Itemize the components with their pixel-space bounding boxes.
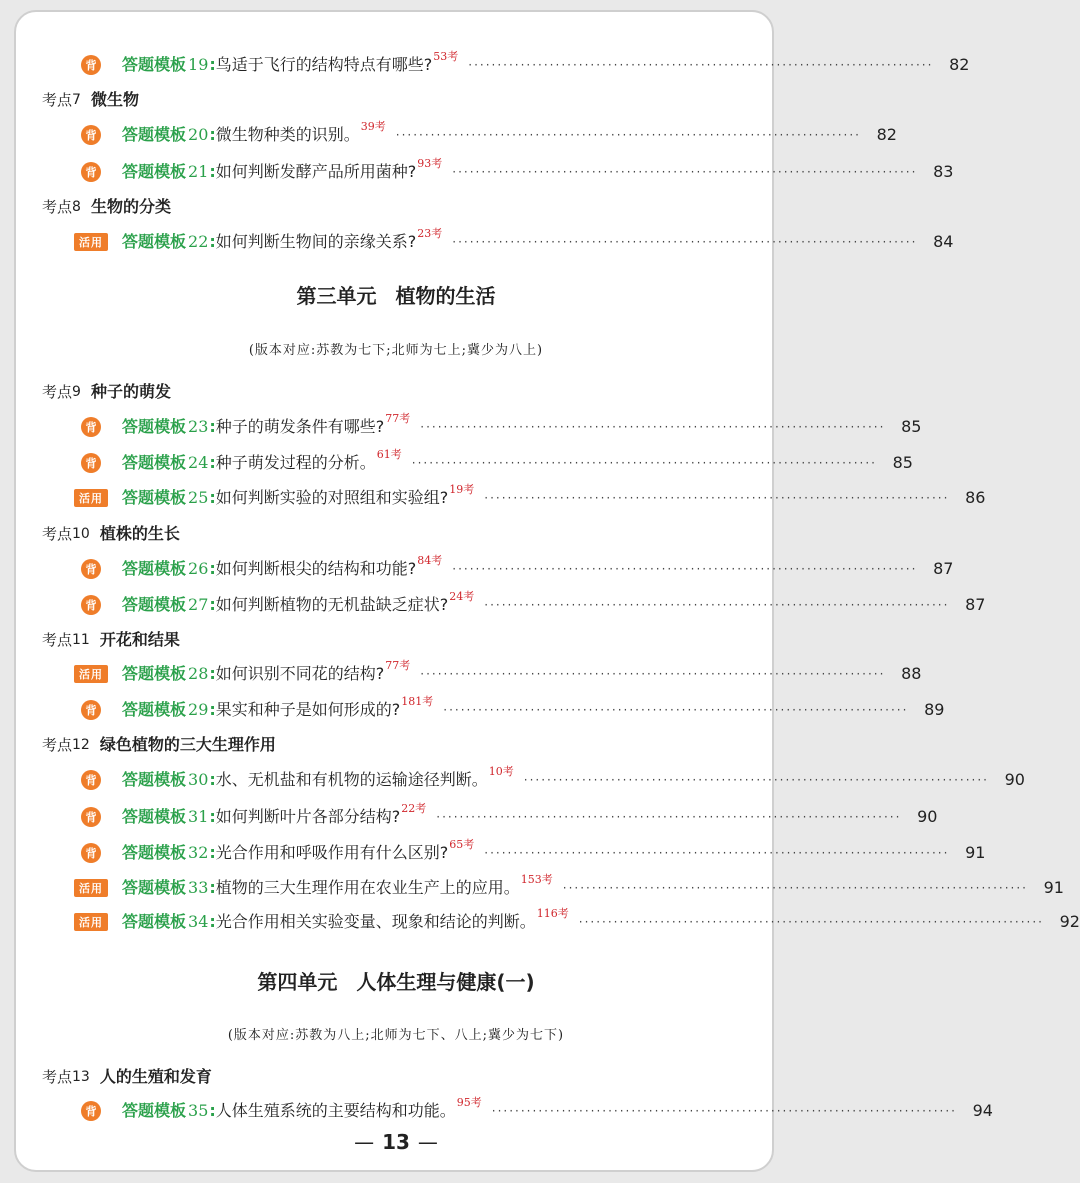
toc-entry-24[interactable] xyxy=(16,446,913,480)
exam-count: 65考 xyxy=(449,837,475,851)
memorize-badge: 背 xyxy=(81,1101,101,1121)
colon-separator: : xyxy=(209,559,216,578)
leader-dots: ················································································ xyxy=(420,420,886,434)
apply-badge: 活用 xyxy=(74,233,108,251)
template-number: 34 xyxy=(188,912,209,931)
badge-slot xyxy=(60,489,122,507)
badge-slot xyxy=(60,55,122,75)
template-question: 水、无机盐和有机物的运输途径判断。 xyxy=(215,770,488,789)
colon-separator: : xyxy=(209,232,216,251)
memorize-badge: 背 xyxy=(81,807,101,827)
exam-count: 77考 xyxy=(385,658,411,672)
template-question: 果实和种子是如何形成的? xyxy=(215,700,401,719)
topic-name: 植株的生长 xyxy=(99,524,180,543)
unit-title: 第四单元 人体生理与健康(一) xyxy=(257,970,535,994)
colon-separator: : xyxy=(209,912,216,931)
exam-count: 23考 xyxy=(417,226,443,240)
template-question: 如何判断植物的无机盐缺乏症状? xyxy=(215,595,449,614)
leader-dots: ················································································ xyxy=(578,915,1044,929)
badge-slot xyxy=(60,843,122,863)
exam-count: 77考 xyxy=(385,411,411,425)
badge-slot xyxy=(60,807,122,827)
template-label: 答题模板 xyxy=(122,595,187,614)
unit-title: 第三单元 植物的生活 xyxy=(296,284,496,308)
version-note: (版本对应:苏教为八上;北师为七下、八上;冀少为七下) xyxy=(227,1028,565,1043)
topic-heading-7 xyxy=(42,83,802,117)
template-number: 35 xyxy=(188,1101,209,1120)
topic-prefix: 考点 xyxy=(42,197,73,216)
template-question: 如何识别不同花的结构? xyxy=(215,664,385,683)
topic-number: 7 xyxy=(72,92,81,108)
template-label: 答题模板 xyxy=(122,770,187,789)
page-footer xyxy=(16,1130,776,1154)
template-question: 鸟适于飞行的结构特点有哪些? xyxy=(215,55,433,74)
template-number: 21 xyxy=(188,162,209,181)
memorize-badge: 背 xyxy=(81,559,101,579)
badge-slot xyxy=(60,233,122,251)
badge-slot xyxy=(60,1101,122,1121)
template-label: 答题模板 xyxy=(122,664,187,683)
page-number: 85 xyxy=(901,417,922,436)
colon-separator: : xyxy=(209,55,216,74)
topic-name: 生物的分类 xyxy=(90,197,171,216)
exam-count: 22考 xyxy=(401,801,427,815)
memorize-badge: 背 xyxy=(81,700,101,720)
toc-entry-30[interactable] xyxy=(16,763,1025,797)
exam-count: 39考 xyxy=(360,119,386,133)
leader-dots: ················································································ xyxy=(443,703,909,717)
topic-name: 人的生殖和发育 xyxy=(99,1067,212,1086)
leader-dots: ················································································ xyxy=(395,128,861,142)
badge-slot xyxy=(60,595,122,615)
template-question: 如何判断发酵产品所用菌种? xyxy=(215,162,417,181)
leader-dots: ················································································ xyxy=(484,846,950,860)
badge-slot xyxy=(60,453,122,473)
leader-dots: ················································································ xyxy=(468,58,934,72)
badge-slot xyxy=(60,770,122,790)
template-number: 25 xyxy=(188,488,209,507)
version-note: (版本对应:苏教为七下;北师为七上;冀少为八上) xyxy=(248,343,544,358)
leader-dots: ················································································ xyxy=(436,810,902,824)
toc-entry-23[interactable] xyxy=(16,410,922,444)
topic-heading-9 xyxy=(42,375,802,409)
topic-prefix: 考点 xyxy=(42,1067,73,1086)
page-number: 90 xyxy=(917,807,938,826)
template-number: 27 xyxy=(188,595,209,614)
colon-separator: : xyxy=(209,700,216,719)
topic-prefix: 考点 xyxy=(42,382,73,401)
template-label: 答题模板 xyxy=(122,453,187,472)
template-number: 24 xyxy=(188,453,209,472)
page-number: 94 xyxy=(972,1101,993,1120)
leader-dots: ················································································ xyxy=(452,235,918,249)
colon-separator: : xyxy=(209,664,216,683)
badge-slot xyxy=(60,125,122,145)
apply-badge: 活用 xyxy=(74,665,108,683)
badge-slot xyxy=(60,559,122,579)
footer-dash-left: — xyxy=(354,1130,375,1154)
colon-separator: : xyxy=(209,843,216,862)
badge-slot xyxy=(60,417,122,437)
toc-entry-19[interactable] xyxy=(16,48,970,82)
template-number: 19 xyxy=(188,55,209,74)
colon-separator: : xyxy=(209,417,216,436)
template-number: 22 xyxy=(188,232,209,251)
template-number: 33 xyxy=(188,878,209,897)
topic-number: 12 xyxy=(72,737,90,753)
template-number: 29 xyxy=(188,700,209,719)
topic-heading-10 xyxy=(42,517,802,551)
colon-separator: : xyxy=(209,595,216,614)
apply-badge: 活用 xyxy=(74,489,108,507)
memorize-badge: 背 xyxy=(81,595,101,615)
exam-count: 95考 xyxy=(456,1095,482,1109)
template-label: 答题模板 xyxy=(122,488,187,507)
leader-dots: ················································································ xyxy=(491,1104,957,1118)
template-label: 答题模板 xyxy=(122,125,187,144)
template-question: 人体生殖系统的主要结构和功能。 xyxy=(215,1101,456,1120)
toc-entry-34[interactable] xyxy=(16,905,1080,939)
template-question: 种子萌发过程的分析。 xyxy=(215,453,376,472)
toc-entry-32[interactable] xyxy=(16,836,986,870)
template-question: 种子的萌发条件有哪些? xyxy=(215,417,385,436)
memorize-badge: 背 xyxy=(81,453,101,473)
footer-page-number: 13 xyxy=(382,1130,410,1154)
toc-entry-20[interactable] xyxy=(16,118,897,152)
topic-name: 微生物 xyxy=(90,90,139,109)
colon-separator: : xyxy=(209,453,216,472)
template-question: 光合作用相关实验变量、现象和结论的判断。 xyxy=(215,912,536,931)
page-number: 91 xyxy=(965,843,986,862)
topic-prefix: 考点 xyxy=(42,90,73,109)
exam-count: 19考 xyxy=(449,482,475,496)
toc-entry-26[interactable] xyxy=(16,552,954,586)
page-number: 83 xyxy=(933,162,954,181)
toc-page xyxy=(14,10,1080,1172)
toc-entry-28[interactable] xyxy=(16,657,922,691)
exam-count: 10考 xyxy=(488,764,514,778)
template-label: 答题模板 xyxy=(122,1101,187,1120)
memorize-badge: 背 xyxy=(81,55,101,75)
page-number: 82 xyxy=(949,55,970,74)
leader-dots: ················································································ xyxy=(484,491,950,505)
page-number: 82 xyxy=(876,125,897,144)
exam-count: 53考 xyxy=(433,49,459,63)
badge-slot xyxy=(60,700,122,720)
topic-prefix: 考点 xyxy=(42,735,73,754)
colon-separator: : xyxy=(209,488,216,507)
memorize-badge: 背 xyxy=(81,417,101,437)
template-question: 如何判断生物间的亲缘关系? xyxy=(215,232,417,251)
topic-number: 9 xyxy=(72,384,81,400)
toc-entry-29[interactable] xyxy=(16,693,945,727)
page-number: 89 xyxy=(924,700,945,719)
colon-separator: : xyxy=(209,125,216,144)
template-number: 26 xyxy=(188,559,209,578)
exam-count: 84考 xyxy=(417,553,443,567)
leader-dots: ················································································ xyxy=(420,667,886,681)
exam-count: 153考 xyxy=(520,872,553,886)
exam-count: 93考 xyxy=(417,156,443,170)
leader-dots: ················································································ xyxy=(562,881,1028,895)
toc-entry-25[interactable] xyxy=(16,481,986,515)
template-number: 23 xyxy=(188,417,209,436)
leader-dots: ················································································ xyxy=(452,165,918,179)
topic-heading-12 xyxy=(42,728,802,762)
leader-dots: ················································································ xyxy=(452,562,918,576)
colon-separator: : xyxy=(209,878,216,897)
topic-name: 绿色植物的三大生理作用 xyxy=(99,735,276,754)
template-question: 植物的三大生理作用在农业生产上的应用。 xyxy=(215,878,520,897)
page-number: 88 xyxy=(901,664,922,683)
template-label: 答题模板 xyxy=(122,878,187,897)
template-question: 如何判断叶片各部分结构? xyxy=(215,807,401,826)
template-number: 20 xyxy=(188,125,209,144)
template-label: 答题模板 xyxy=(122,232,187,251)
exam-count: 116考 xyxy=(536,906,569,920)
badge-slot xyxy=(60,879,122,897)
template-label: 答题模板 xyxy=(122,912,187,931)
toc-entry-21[interactable] xyxy=(16,155,954,189)
topic-heading-11 xyxy=(42,623,802,657)
footer-dash-right: — xyxy=(417,1130,438,1154)
leader-dots: ················································································ xyxy=(484,598,950,612)
page-number: 90 xyxy=(1004,770,1025,789)
topic-number: 10 xyxy=(72,526,90,542)
page-number: 91 xyxy=(1043,878,1064,897)
toc-entry-27[interactable] xyxy=(16,588,986,622)
template-number: 28 xyxy=(188,664,209,683)
page-number: 87 xyxy=(933,559,954,578)
template-number: 30 xyxy=(188,770,209,789)
toc-entry-35[interactable] xyxy=(16,1094,993,1128)
template-question: 如何判断实验的对照组和实验组? xyxy=(215,488,449,507)
topic-prefix: 考点 xyxy=(42,524,73,543)
toc-entry-22[interactable] xyxy=(16,225,954,259)
exam-count: 181考 xyxy=(401,694,434,708)
leader-dots: ················································································ xyxy=(411,456,877,470)
badge-slot xyxy=(60,913,122,931)
topic-number: 13 xyxy=(72,1069,90,1085)
topic-name: 开花和结果 xyxy=(99,630,180,649)
template-number: 31 xyxy=(188,807,209,826)
topic-number: 8 xyxy=(72,199,81,215)
memorize-badge: 背 xyxy=(81,125,101,145)
template-label: 答题模板 xyxy=(122,417,187,436)
apply-badge: 活用 xyxy=(74,913,108,931)
toc-entry-33[interactable] xyxy=(16,871,1064,905)
topic-heading-8 xyxy=(42,190,802,224)
template-question: 如何判断根尖的结构和功能? xyxy=(215,559,417,578)
badge-slot xyxy=(60,162,122,182)
memorize-badge: 背 xyxy=(81,770,101,790)
topic-heading-13 xyxy=(42,1060,802,1094)
topic-prefix: 考点 xyxy=(42,630,73,649)
colon-separator: : xyxy=(209,807,216,826)
badge-slot xyxy=(60,665,122,683)
apply-badge: 活用 xyxy=(74,879,108,897)
template-label: 答题模板 xyxy=(122,807,187,826)
colon-separator: : xyxy=(209,770,216,789)
template-question: 光合作用和呼吸作用有什么区别? xyxy=(215,843,449,862)
topic-name: 种子的萌发 xyxy=(90,382,171,401)
topic-number: 11 xyxy=(72,632,90,648)
template-number: 32 xyxy=(188,843,209,862)
colon-separator: : xyxy=(209,1101,216,1120)
exam-count: 61考 xyxy=(376,447,402,461)
colon-separator: : xyxy=(209,162,216,181)
toc-entry-31[interactable] xyxy=(16,800,938,834)
page-number: 84 xyxy=(933,232,954,251)
exam-count: 24考 xyxy=(449,589,475,603)
template-label: 答题模板 xyxy=(122,162,187,181)
page-number: 92 xyxy=(1059,912,1080,931)
template-label: 答题模板 xyxy=(122,843,187,862)
memorize-badge: 背 xyxy=(81,162,101,182)
leader-dots: ················································································ xyxy=(523,773,989,787)
template-label: 答题模板 xyxy=(122,55,187,74)
template-label: 答题模板 xyxy=(122,559,187,578)
template-question: 微生物种类的识别。 xyxy=(215,125,360,144)
page-number: 85 xyxy=(892,453,913,472)
template-label: 答题模板 xyxy=(122,700,187,719)
page-number: 87 xyxy=(965,595,986,614)
memorize-badge: 背 xyxy=(81,843,101,863)
page-number: 86 xyxy=(965,488,986,507)
